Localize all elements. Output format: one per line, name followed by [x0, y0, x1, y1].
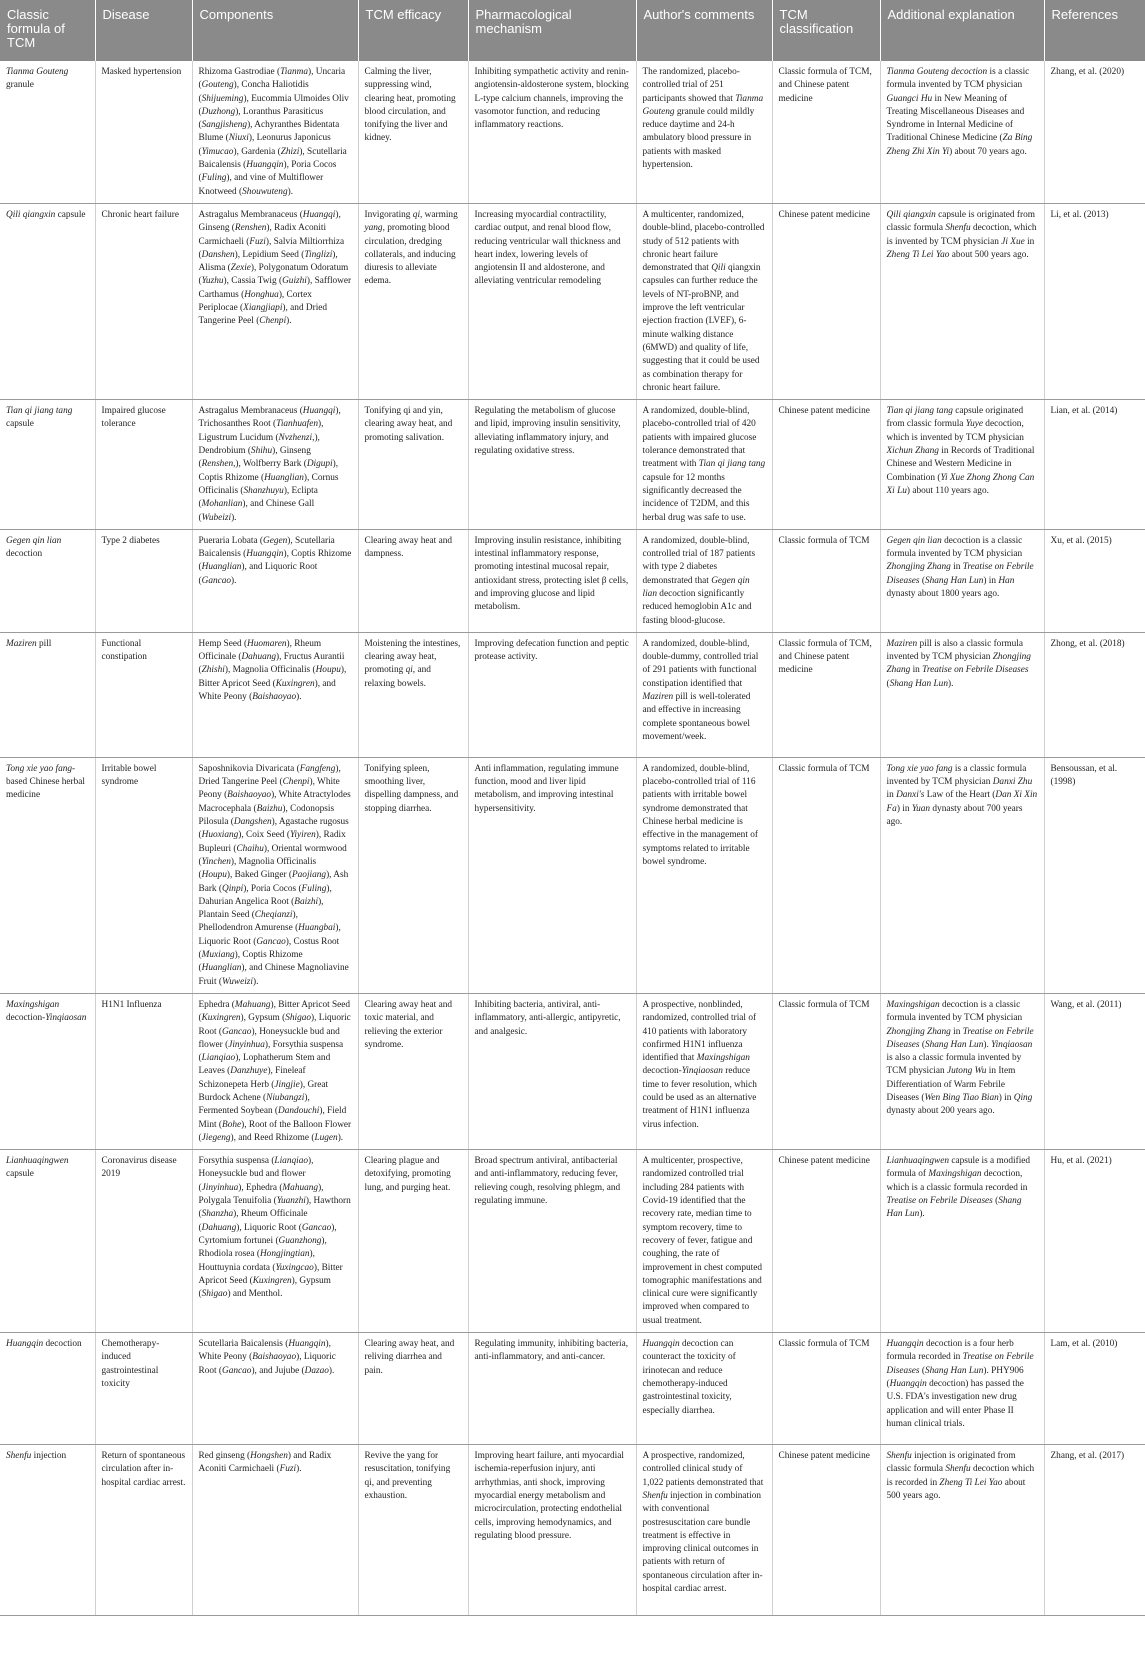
- table-row: [0, 529, 1145, 632]
- cell-explanation: Shenfu injection is originated from classic formula Shenfu decoction which is recorded in Zheng Ti Lei Yao about 500 years ago.: [880, 1445, 1044, 1616]
- cell-disease: H1N1 Influenza: [95, 993, 192, 1149]
- header-references: References: [1044, 0, 1145, 61]
- header-row: [0, 0, 1145, 61]
- cell-efficacy: Moistening the intestines, clearing away heat, promoting qi, and relaxing bowels.: [358, 632, 468, 757]
- cell-efficacy: Clearing plague and detoxifying, promoting lung, and purging heat.: [358, 1150, 468, 1333]
- cell-efficacy: Invigorating qi, warming yang, promoting blood circulation, dredging collaterals, and inducing diuresis to alleviate edema.: [358, 203, 468, 399]
- cell-classification: Classic formula of TCM, and Chinese patent medicine: [772, 61, 880, 203]
- cell-explanation: Tian qi jiang tang capsule originated from classic formula Yuye decoction, which is invented by TCM physician Xichun Zhang in Records of Traditional Chinese and Western Medicine in Combination (Yi Xue Zhong Zhong Can Xi Lu) about 110 years ago.: [880, 400, 1044, 530]
- cell-components: Ephedra (Mahuang), Bitter Apricot Seed (Kuxingren), Gypsum (Shigao), Liquoric Root (Gancao), Honeysuckle bud and flower (Jinyinhua), Forsythia suspensa (Lianqiao), Lophatherum Stem and Leaves (Danzhuye), Fineleaf Schizonepeta Herb (Jingjie), Great Burdock Achene (Niubangzi), Fermented Soybean (Dandouchi), Field Mint (Bohe), Root of the Balloon Flower (Jiegeng), and Reed Rhizome (Lugen).: [192, 993, 358, 1149]
- cell-comments: A multicenter, prospective, randomized controlled trial including 284 patients with Covid-19 identified that the recovery rate, median time to symptom recovery, time to recovery of fever, fatigue and coughing, the rate of improvement in chest computed tomographic manifestations and clinical cure were significantly improved when compared to usual treatment.: [636, 1150, 772, 1333]
- table-body: [0, 61, 1145, 1616]
- cell-comments: A multicenter, randomized, double-blind, placebo-controlled study of 512 patients with chronic heart failure demonstrated that Qili qiangxin capsules can further reduce the levels of NT-proBNP, and improve the left ventricular ejection fraction (LVEF), 6-minute walking distance (6MWD) and quality of life, suggesting that it could be used as combination therapy for chronic heart failure.: [636, 203, 772, 399]
- table-row: [0, 1150, 1145, 1333]
- cell-mechanism: Inhibiting sympathetic activity and renin-angiotensin-aldosterone system, blocking L-type calcium channels, improving the vasomotor function, and reducing inflammatory reactions.: [468, 61, 636, 203]
- cell-mechanism: Increasing myocardial contractility, cardiac output, and renal blood flow, reducing ventricular wall thickness and heart index, lowering levels of angiotensin II and aldosterone, and alleviating ventricular remodeling: [468, 203, 636, 399]
- table-row: [0, 400, 1145, 530]
- cell-mechanism: Regulating the metabolism of glucose and lipid, improving insulin sensitivity, alleviating inflammatory injury, and regulating oxidative stress.: [468, 400, 636, 530]
- header-mechanism: Pharmacological mechanism: [468, 0, 636, 61]
- cell-formula: Shenfu injection: [0, 1445, 95, 1616]
- cell-explanation: Qili qiangxin capsule is originated from classic formula Shenfu decoction, which is invented by TCM physician Ji Xue in Zheng Ti Lei Yao about 500 years ago.: [880, 203, 1044, 399]
- header-formula: Classic formula of TCM: [0, 0, 95, 61]
- cell-mechanism: Improving defecation function and peptic protease activity.: [468, 632, 636, 757]
- cell-components: Forsythia suspensa (Lianqiao), Honeysuckle bud and flower (Jinyinhua), Ephedra (Mahuang), Polygala Tenuifolia (Yuanzhi), Hawthorn (Shanzha), Rheum Officinale (Dahuang), Liquoric Root (Gancao), Cyrtomium fortunei (Guanzhong), Rhodiola rosea (Hongjingtian), Houttuynia cordata (Yuxingcao), Bitter Apricot Seed (Kuxingren), Gypsum (Shigao) and Menthol.: [192, 1150, 358, 1333]
- cell-disease: Return of spontaneous circulation after in-hospital cardiac arrest.: [95, 1445, 192, 1616]
- cell-efficacy: Tonifying qi and yin, clearing away heat, and promoting salivation.: [358, 400, 468, 530]
- header-explanation: Additional explanation: [880, 0, 1044, 61]
- cell-references: Wang, et al. (2011): [1044, 993, 1145, 1149]
- cell-references: Lian, et al. (2014): [1044, 400, 1145, 530]
- header-disease: Disease: [95, 0, 192, 61]
- cell-comments: A prospective, nonblinded, randomized, controlled trial of 410 patients with laboratory confirmed H1N1 influenza identified that Maxingshigan decoction-Yinqiaosan reduce time to fever resolution, which could be used as an alternative treatment of H1N1 influenza virus infection.: [636, 993, 772, 1149]
- table-row: [0, 1445, 1145, 1616]
- cell-formula: Lianhuaqingwen capsule: [0, 1150, 95, 1333]
- cell-disease: Chemotherapy-induced gastrointestinal toxicity: [95, 1333, 192, 1445]
- cell-formula: Tian qi jiang tang capsule: [0, 400, 95, 530]
- cell-formula: Maxingshigan decoction-Yinqiaosan: [0, 993, 95, 1149]
- cell-mechanism: Regulating immunity, inhibiting bacteria, anti-inflammatory, and anti-cancer.: [468, 1333, 636, 1445]
- cell-explanation: Lianhuaqingwen capsule is a modified formula of Maxingshigan decoction, which is a classic formula recorded in Treatise on Febrile Diseases (Shang Han Lun).: [880, 1150, 1044, 1333]
- cell-mechanism: Improving insulin resistance, inhibiting intestinal inflammatory response, promoting intestinal mucosal repair, antioxidant stress, protecting islet β cells, and improving glucose and lipid metabolism.: [468, 529, 636, 632]
- cell-components: Red ginseng (Hongshen) and Radix Aconiti Carmichaeli (Fuzi).: [192, 1445, 358, 1616]
- cell-references: Hu, et al. (2021): [1044, 1150, 1145, 1333]
- cell-references: Li, et al. (2013): [1044, 203, 1145, 399]
- cell-disease: Masked hypertension: [95, 61, 192, 203]
- cell-comments: A randomized, double-blind, placebo-controlled trial of 116 patients with irritable bowel syndrome demonstrated that Chinese herbal medicine is effective in the management of symptoms related to irritable bowel syndrome.: [636, 757, 772, 993]
- cell-references: Xu, et al. (2015): [1044, 529, 1145, 632]
- cell-mechanism: Broad spectrum antiviral, antibacterial and anti-inflammatory, reducing fever, relieving cough, resolving phlegm, and regulating immune.: [468, 1150, 636, 1333]
- cell-formula: Huangqin decoction: [0, 1333, 95, 1445]
- cell-components: Astragalus Membranaceus (Huangqi), Ginseng (Renshen), Radix Aconiti Carmichaeli (Fuzi), Salvia Miltiorrhiza (Danshen), Lepidium Seed (Tinglizi), Alisma (Zexie), Polygonatum Odoratum (Yuzhu), Cassia Twig (Guizhi), Safflower Carthamus (Honghua), Cortex Periplocae (Xiangjiapi), and Dried Tangerine Peel (Chenpi).: [192, 203, 358, 399]
- cell-components: Pueraria Lobata (Gegen), Scutellaria Baicalensis (Huangqin), Coptis Rhizome (Huanglian), and Liquoric Root (Gancao).: [192, 529, 358, 632]
- cell-formula: Tong xie yao fang-based Chinese herbal medicine: [0, 757, 95, 993]
- cell-disease: Irritable bowel syndrome: [95, 757, 192, 993]
- cell-disease: Type 2 diabetes: [95, 529, 192, 632]
- cell-efficacy: Revive the yang for resuscitation, tonifying qi, and preventing exhaustion.: [358, 1445, 468, 1616]
- cell-classification: Classic formula of TCM: [772, 757, 880, 993]
- cell-comments: A randomized, double-blind, double-dummy, controlled trial of 291 patients with functional constipation identified that Maziren pill is well-tolerated and effective in increasing complete spontaneous bowel movement/week.: [636, 632, 772, 757]
- cell-disease: Chronic heart failure: [95, 203, 192, 399]
- cell-formula: Tianma Gouteng granule: [0, 61, 95, 203]
- cell-references: Zhang, et al. (2020): [1044, 61, 1145, 203]
- cell-disease: Impaired glucose tolerance: [95, 400, 192, 530]
- cell-disease: Coronavirus disease 2019: [95, 1150, 192, 1333]
- table-row: [0, 757, 1145, 993]
- cell-classification: Classic formula of TCM: [772, 529, 880, 632]
- cell-classification: Classic formula of TCM: [772, 993, 880, 1149]
- table-row: [0, 632, 1145, 757]
- table-row: [0, 61, 1145, 203]
- cell-components: Scutellaria Baicalensis (Huangqin), White Peony (Baishaoyao), Liquoric Root (Gancao), and Jujube (Dazao).: [192, 1333, 358, 1445]
- cell-components: Hemp Seed (Huomaren), Rheum Officinale (Dahuang), Fructus Aurantii (Zhishi), Magnolia Officinalis (Houpu), Bitter Apricot Seed (Kuxingren), and White Peony (Baishaoyao).: [192, 632, 358, 757]
- cell-explanation: Tianma Gouteng decoction is a classic formula invented by TCM physician Guangci Hu in New Meaning of Treating Miscellaneous Diseases and Syndrome in Internal Medicine of Traditional Chinese Medicine (Za Bing Zheng Zhi Xin Yi) about 70 years ago.: [880, 61, 1044, 203]
- cell-references: Zhong, et al. (2018): [1044, 632, 1145, 757]
- header-comments: Author's comments: [636, 0, 772, 61]
- cell-formula: Gegen qin lian decoction: [0, 529, 95, 632]
- cell-efficacy: Calming the liver, suppressing wind, clearing heat, promoting blood circulation, and tonifying the liver and kidney.: [358, 61, 468, 203]
- cell-comments: A prospective, randomized, controlled clinical study of 1,022 patients demonstrated that Shenfu injection in combination with conventional postresuscitation care bundle treatment is effective in improving clinical outcomes in patients with return of spontaneous circulation after in-hospital cardiac arrest.: [636, 1445, 772, 1616]
- cell-comments: Huangqin decoction can counteract the toxicity of irinotecan and reduce chemotherapy-induced gastrointestinal toxicity, especially diarrhea.: [636, 1333, 772, 1445]
- cell-references: Bensoussan, et al. (1998): [1044, 757, 1145, 993]
- cell-disease: Functional constipation: [95, 632, 192, 757]
- cell-mechanism: Anti inflammation, regulating immune function, mood and liver lipid metabolism, and improving intestinal hypersensitivity.: [468, 757, 636, 993]
- header-classification: TCM classification: [772, 0, 880, 61]
- cell-efficacy: Clearing away heat and toxic material, and relieving the exterior syndrome.: [358, 993, 468, 1149]
- cell-formula: Maziren pill: [0, 632, 95, 757]
- cell-explanation: Huangqin decoction is a four herb formula recorded in Treatise on Febrile Diseases (Shang Han Lun). PHY906 (Huangqin decoction) has passed the U.S. FDA's investigation new drug application and will enter Phase II human clinical trials.: [880, 1333, 1044, 1445]
- cell-references: Zhang, et al. (2017): [1044, 1445, 1145, 1616]
- cell-efficacy: Clearing away heat, and reliving diarrhea and pain.: [358, 1333, 468, 1445]
- cell-components: Astragalus Membranaceus (Huangqi), Trichosanthes Root (Tianhuafen), Ligustrum Lucidum (Nvzhenzi,), Dendrobium (Shihu), Ginseng (Renshen,), Wolfberry Bark (Digupi), Coptis Rhizome (Huanglian), Cornus Officinalis (Shanzhuyu), Eclipta (Mohanlian), and Chinese Gall (Wubeizi).: [192, 400, 358, 530]
- cell-classification: Chinese patent medicine: [772, 1150, 880, 1333]
- header-efficacy: TCM efficacy: [358, 0, 468, 61]
- cell-explanation: Maziren pill is also a classic formula invented by TCM physician Zhongjing Zhang in Treatise on Febrile Diseases (Shang Han Lun).: [880, 632, 1044, 757]
- cell-classification: Chinese patent medicine: [772, 400, 880, 530]
- cell-classification: Chinese patent medicine: [772, 203, 880, 399]
- cell-comments: A randomized, double-blind, placebo-controlled trial of 420 patients with impaired glucose tolerance demonstrated that treatment with Tian qi jiang tang capsule for 12 months significantly decreased the incidence of T2DM, and this herbal drug was safe to use.: [636, 400, 772, 530]
- cell-explanation: Gegen qin lian decoction is a classic formula invented by TCM physician Zhongjing Zhang in Treatise on Febrile Diseases (Shang Han Lun) in Han dynasty about 1800 years ago.: [880, 529, 1044, 632]
- cell-components: Rhizoma Gastrodiae (Tianma), Uncaria (Gouteng), Concha Haliotidis (Shijueming), Eucommia Ulmoides Oliv (Duzhong), Loranthus Parasiticus (Sangjisheng), Achyranthes Bidentata Blume (Niuxi), Leonurus Japonicus (Yimucao), Gardenia (Zhizi), Scutellaria Baicalensis (Huangqin), Poria Cocos (Fuling), and vine of Multiflower Knotweed (Shouwuteng).: [192, 61, 358, 203]
- table-row: [0, 1333, 1145, 1445]
- cell-efficacy: Clearing away heat and dampness.: [358, 529, 468, 632]
- cell-formula: Qili qiangxin capsule: [0, 203, 95, 399]
- cell-comments: The randomized, placebo-controlled trial of 251 participants showed that Tianma Gouteng granule could mildly reduce daytime and 24-h ambulatory blood pressure in patients with masked hypertension.: [636, 61, 772, 203]
- table-row: [0, 203, 1145, 399]
- cell-components: Saposhnikovia Divaricata (Fangfeng), Dried Tangerine Peel (Chenpi), White Peony (Baishaoyao), White Atractylodes Macrocephala (Baizhu), Codonopsis Pilosula (Dangshen), Agastache rugosus (Huoxiang), Coix Seed (Yiyiren), Radix Bupleuri (Chaihu), Oriental wormwood (Yinchen), Magnolia Officinalis (Houpu), Baked Ginger (Paojiang), Ash Bark (Qinpi), Poria Cocos (Fuling), Dahurian Angelica Root (Baizhi), Plantain Seed (Cheqianzi), Phellodendron Amurense (Huangbai), Liquoric Root (Gancao), Costus Root (Muxiang), Coptis Rhizome (Huanglian), and Chinese Magnoliavine Fruit (Wuweizi).: [192, 757, 358, 993]
- table-row: [0, 993, 1145, 1149]
- cell-classification: Classic formula of TCM: [772, 1333, 880, 1445]
- cell-classification: Classic formula of TCM, and Chinese patent medicine: [772, 632, 880, 757]
- header-components: Components: [192, 0, 358, 61]
- cell-classification: Chinese patent medicine: [772, 1445, 880, 1616]
- cell-mechanism: Inhibiting bacteria, antiviral, anti-inflammatory, anti-allergic, antipyretic, and analgesic.: [468, 993, 636, 1149]
- cell-references: Lam, et al. (2010): [1044, 1333, 1145, 1445]
- cell-explanation: Tong xie yao fang is a classic formula invented by TCM physician Danxi Zhu in Danxi's Law of the Heart (Dan Xi Xin Fa) in Yuan dynasty about 700 years ago.: [880, 757, 1044, 993]
- cell-explanation: Maxingshigan decoction is a classic formula invented by TCM physician Zhongjing Zhang in Treatise on Febrile Diseases (Shang Han Lun). Yinqiaosan is also a classic formula invented by TCM physician Jutong Wu in Item Differentiation of Warm Febrile Diseases (Wen Bing Tiao Bian) in Qing dynasty about 200 years ago.: [880, 993, 1044, 1149]
- cell-mechanism: Improving heart failure, anti myocardial ischemia-reperfusion injury, anti arrhythmias, anti shock, improving myocardial energy metabolism and microcirculation, protecting endothelial cells, improving hemodynamics, and regulating blood pressure.: [468, 1445, 636, 1616]
- cell-comments: A randomized, double-blind, controlled trial of 187 patients with type 2 diabetes demonstrated that Gegen qin lian decoction significantly reduced hemoglobin A1c and fasting blood-glucose.: [636, 529, 772, 632]
- cell-efficacy: Tonifying spleen, smoothing liver, dispelling dampness, and stopping diarrhea.: [358, 757, 468, 993]
